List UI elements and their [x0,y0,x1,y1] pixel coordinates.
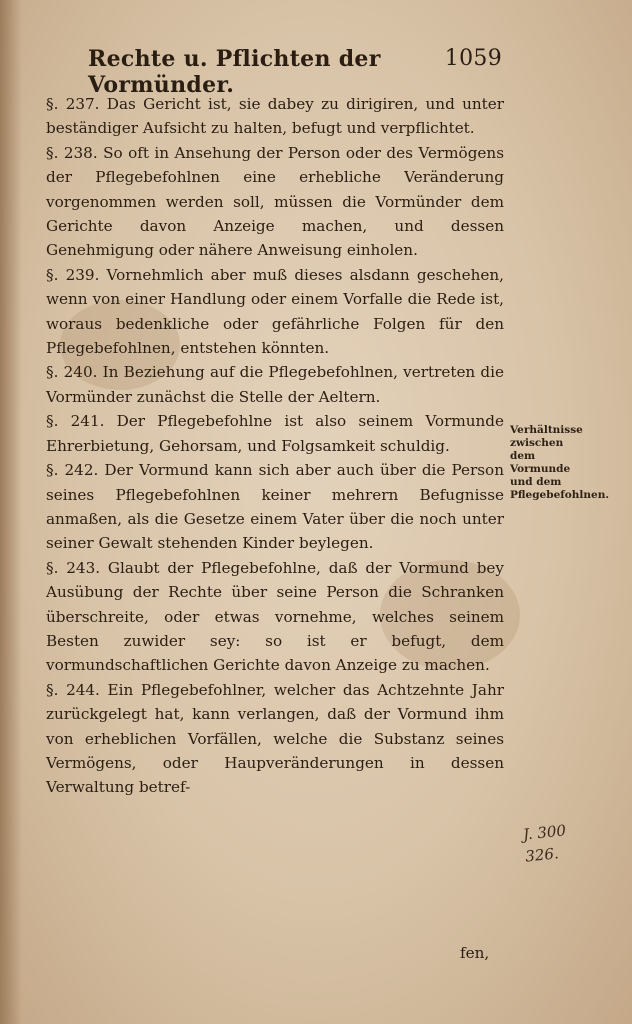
catchword: fen, [460,944,490,962]
page-body [46,92,504,800]
handwritten-note: J. 300 326. [522,821,567,866]
paragraph-238: §. 238. So oft in Ansehung der Person oder des Vermögens der Pflegebefohlnen eine erhebliche Veränderung vorgenommen werden soll, müssen die Vormünder dem Gerichte davon Anzeige machen, und dessen Genehmigung oder nähere Anweisung einholen. [46,143,504,260]
paragraph-244: §. 244. Ein Pflegebefohlner, welcher das Achtzehnte Jahr zurückgelegt hat, kann verlangen, daß der Vormund ihm von erheblichen Vorfällen, welche die Substanz seines Vermögens, oder Haupveränderungen in dessen Verwaltung betref- [46,680,504,797]
paragraph-243: §. 243. Glaubt der Pflegebefohlne, daß der Vormund bey Ausübung der Rechte über seine Person die Schranken überschreite, oder etwas vornehme, welches seinem Besten zuwider sey: so ist er befugt, dem vormundschaftlichen Gerichte davon Anzeige zu machen. [46,558,504,675]
running-header [88,46,502,98]
paragraph-237: §. 237. Das Gericht ist, sie dabey zu dirigiren, und unter beständiger Aufsicht zu halten, befugt und verpflichtet. [46,95,504,138]
running-title: Rechte u. Pflichten der Vormünder. [88,46,381,98]
page-number: 1059 [444,46,502,71]
margin-note: Verhältnisse zwischen dem Vormunde und dem Pflegebefohlnen. [510,424,610,501]
paragraph-239: §. 239. Vornehmlich aber muß dieses alsdann geschehen, wenn von einer Handlung oder einem Vorfalle die Rede ist, woraus bedenkliche oder gefährliche Folgen für den Pflegebefohlnen, entstehen könnten. [46,265,504,358]
paragraph-241: §. 241. Der Pflegebefohlne ist also seinem Vormunde Ehrerbietung, Gehorsam, und Folgsamkeit schuldig. [46,412,504,455]
paragraph-240: §. 240. In Beziehung auf die Pflegebefohlnen, vertreten die Vormünder zunächst die Stelle der Aeltern. [46,363,504,406]
paragraph-242: §. 242. Der Vormund kann sich aber auch über die Person seines Pflegebefohlnen keiner mehrern Befugnisse anmaßen, als die Gesetze einem Vater über die noch unter seiner Gewalt stehenden Kinder beylegen. [46,461,504,553]
